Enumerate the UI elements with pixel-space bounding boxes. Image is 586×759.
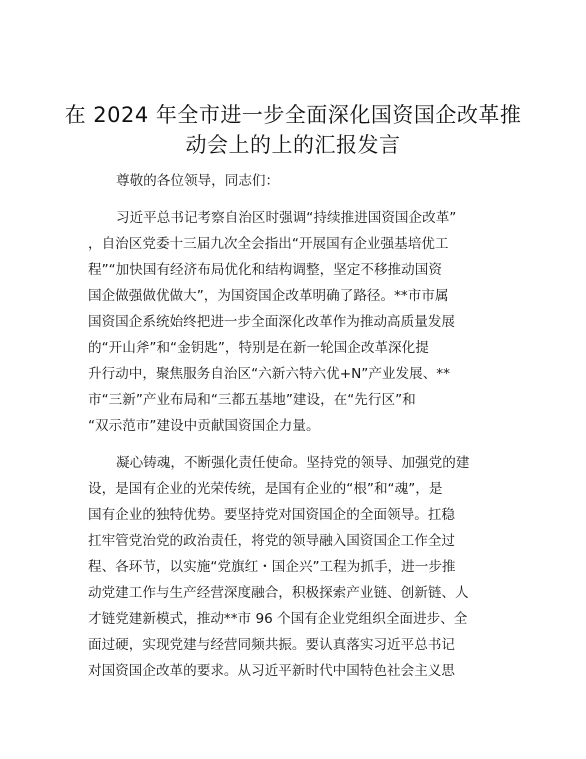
title-line: 在 2024 年全市进一步全面深化国资国企改革推 bbox=[64, 103, 522, 127]
paragraph-2 bbox=[88, 450, 508, 684]
paragraph-line: ，自治区党委十三届九次全会指出“开展国有企业强基培优工 bbox=[88, 236, 449, 252]
document-body bbox=[88, 168, 508, 684]
paragraph-1 bbox=[88, 205, 508, 439]
paragraph-line: 才链党建新模式，推动**市 96 个国有企业党组织全面进步、全 bbox=[88, 611, 468, 627]
paragraph-line: 设，是国有企业的光荣传统，是国有企业的“根”和“魂”，是 bbox=[88, 481, 443, 497]
paragraph-line: 习近平总书记考察自治区时强调“持续推进国资国企改革” bbox=[116, 210, 457, 226]
paragraph-line: 程、各环节，以实施“党旗红・国企兴”工程为抓手，进一步推 bbox=[88, 559, 456, 575]
paragraph-line: 国企做强做优做大”，为国资国企改革明确了路径。**市市属 bbox=[88, 288, 449, 304]
title-line: 动会上的上的汇报发言 bbox=[185, 133, 401, 157]
paragraph-line: 升行动中，聚焦服务自治区“六新六特六优+N”产业发展、** bbox=[88, 366, 450, 382]
paragraph-line: 动党建工作与生产经营深度融合，积极探索产业链、创新链、人 bbox=[88, 585, 469, 601]
paragraph-line: 国有企业的独特优势。要坚持党对国资国企的全面领导。扛稳 bbox=[88, 507, 456, 523]
paragraph-line: 凝心铸魂，不断强化责任使命。坚持党的领导、加强党的建 bbox=[116, 455, 470, 471]
spacer bbox=[88, 194, 508, 205]
paragraph-line: 的“开山斧”和“金钥匙”，特别是在新一轮国企改革深化提 bbox=[88, 340, 429, 356]
spacer bbox=[88, 439, 508, 450]
document-title bbox=[60, 100, 526, 160]
paragraph-line: 国资国企系统始终把进一步全面深化改革作为推动高质量发展 bbox=[88, 314, 456, 330]
paragraph-line: “双示范市”建设中贡献国资国企力量。 bbox=[88, 418, 320, 434]
paragraph-line: 扛牢管党治党的政治责任，将党的领导融入国资国企工作全过 bbox=[88, 533, 456, 549]
paragraph-line: 市“三新”产业布局和“三都五基地”建设，在“先行区”和 bbox=[88, 392, 416, 408]
paragraph-line: 对国资国企改革的要求。从习近平新时代中国特色社会主义思 bbox=[88, 663, 456, 679]
paragraph-line: 程”“加快国有经济布局优化和结构调整，坚定不移推动国资 bbox=[88, 262, 442, 278]
paragraph-line: 面过硬，实现党建与经营同频共振。要认真落实习近平总书记 bbox=[88, 637, 456, 653]
salutation: 尊敬的各位领导，同志们： bbox=[116, 173, 280, 189]
